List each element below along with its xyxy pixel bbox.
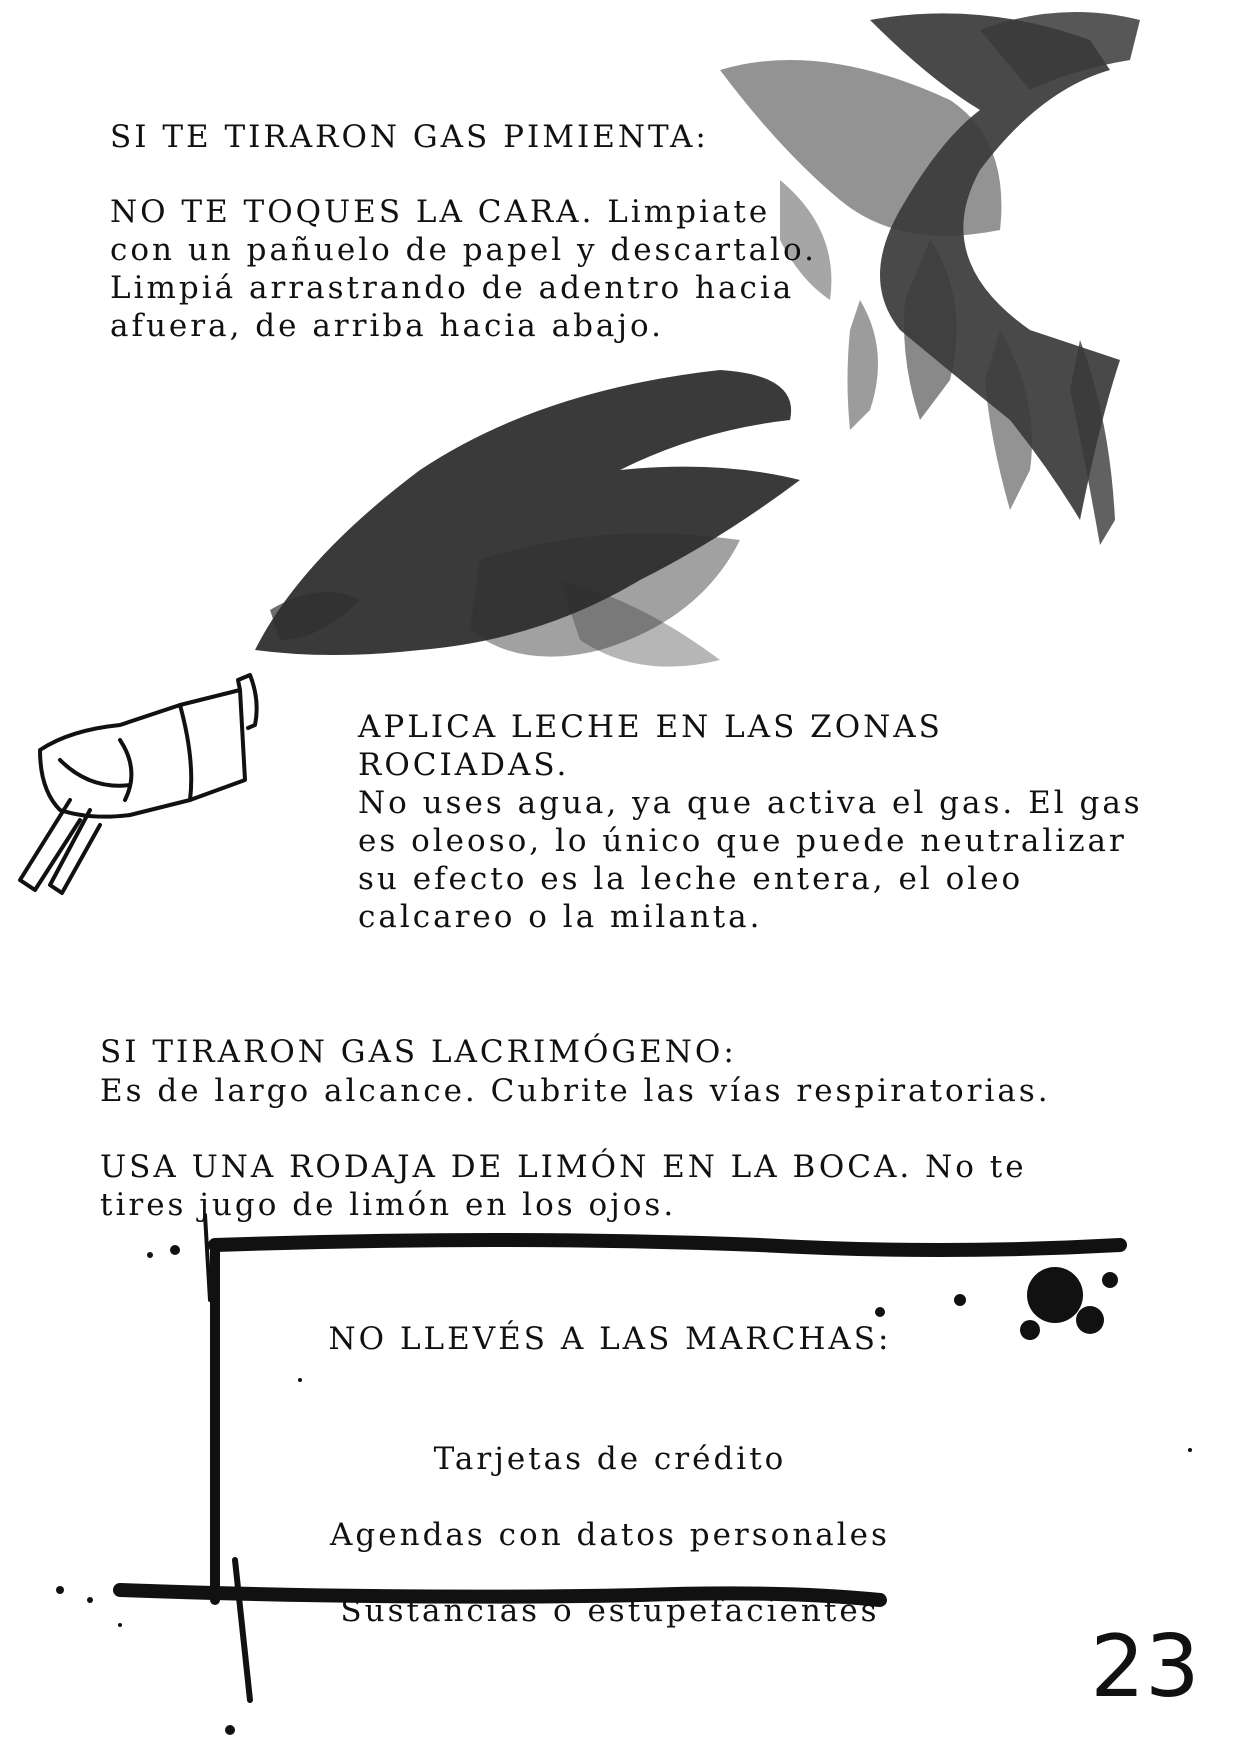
pepper-spray-instructions bbox=[110, 193, 830, 345]
tear-gas-instructions bbox=[100, 1148, 1100, 1224]
milk-section bbox=[358, 708, 1148, 936]
tear-gas-range: Es de largo alcance. Cubrite las vías respiratorias. bbox=[100, 1073, 1051, 1109]
pepper-spray-emphasis: NO TE TOQUES LA CARA. bbox=[110, 194, 595, 230]
milk-heading: APLICA LECHE EN LAS ZONAS ROCIADAS. bbox=[358, 709, 943, 783]
brush-plume bbox=[255, 370, 800, 667]
tear-gas-heading: SI TIRARON GAS LACRIMÓGENO: bbox=[100, 1034, 737, 1070]
list-item: Sustancias o estupefacientes bbox=[340, 1593, 880, 1629]
page-number bbox=[1090, 1600, 1200, 1720]
page-number-text: 23 bbox=[1090, 1617, 1200, 1717]
tear-gas-detail: No te tires jugo de limón en los ojos. bbox=[100, 1149, 1027, 1223]
list-item: Tarjetas de crédito bbox=[433, 1441, 787, 1477]
list-item: Agendas con datos personales bbox=[330, 1517, 890, 1553]
spray-can-illustration bbox=[20, 675, 257, 893]
tear-gas-emphasis: USA UNA RODAJA DE LIMÓN EN LA BOCA. bbox=[100, 1149, 913, 1185]
do-not-bring-list bbox=[200, 1402, 1020, 1668]
do-not-bring-heading: NO LLEVÉS A LAS MARCHAS: bbox=[328, 1321, 892, 1357]
pepper-spray-heading: SI TE TIRARON GAS PIMIENTA: bbox=[110, 119, 709, 155]
pepper-spray-detail: Limpiate con un pañuelo de papel y descartalo. Limpiá arrastrando de adentro hacia afuera, de arriba hacia abajo. bbox=[110, 194, 817, 344]
milk-detail: No uses agua, ya que activa el gas. El gas es oleoso, lo único que puede neutralizar su efecto es la leche entera, el oleo calcareo o la milanta. bbox=[358, 785, 1143, 935]
